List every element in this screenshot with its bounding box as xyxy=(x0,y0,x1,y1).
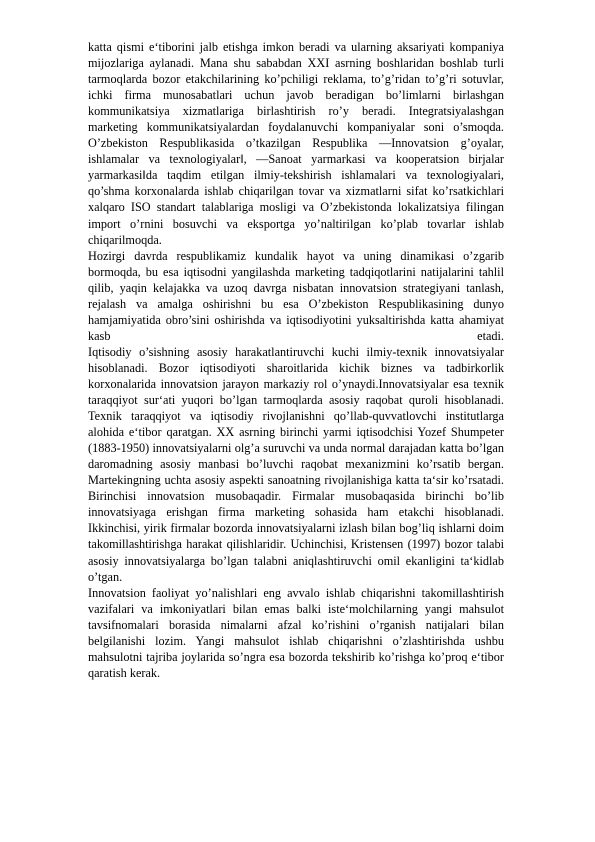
document-page xyxy=(88,39,504,681)
paragraph-marketing-aspektlari: Martekingning uchta asosiy aspekti sanoatning rivojlanishiga katta ta‘sir ko’rsatadi. Birinchisi innovatsion musobaqadir. Firmalar musobaqasida birinchi bo’lib innovatsiyaga erishgan firma marketing sohasida ham etakchi hisoblanadi. Ikkinchisi, yirik firmalar bozorda innovatsiyalarni izlash bilan bog’liq ishlarni doim takomillashtirishga harakat qilishlaridir. Uchinchisi, Kristensen (1997) bozor talabi asosiy innovatsiyalarga bo’lgan talabni aniqlashtiruvchi omil ekanligini ta‘kidlab o’tgan. xyxy=(88,473,504,584)
paragraph-uzbekiston-innovatsion: O’zbekiston Respublikasida o’tkazilgan Respublika ―Innovatsion g’oyalar, ishlamalar va texnologiyalar‖, ―Sanoat yarmarkasi va kooperatsion birjalar yarmarkasi‖da taqdim etilgan ilmiy-tekshirish ishlamalari va texnologiyalari, qo’shma korxonalarda ishlab chiqarilgan tovar va xizmatlarni sifat ko’rsatkichlari xalqaro ISO standart talablariga mosligi va O’zbekistonda lokalizatsiya filingan import o’rnini bosuvchi va eksportga yo’naltirilgan ko’plab tovarlar ishlab chiqarilmoqda. xyxy=(88,136,504,247)
paragraph-iqtisodiy-osish: Iqtisodiy o’sishning asosiy harakatlantiruvchi kuchi ilmiy-texnik innovatsiyalar hisoblanadi. Bozor iqtisodiyoti sharoitlarida kichik biznes va tadbirkorlik korxonalarida innovatsion jarayon markaziy rol o’ynaydi.Innovatsiyalar esa texnik taraqqiyot sur‘ati yuqori bo’lgan tarmoqlarda asosiy raqobat quroli hisoblanadi. Texnik taraqqiyot va iqtisodiy rivojlanishni qo’llab-quvvatlovchi institutlarga alohida e‘tibor qaratgan. XX asrning birinchi yarmi iqtisodchisi Yozef Shumpeter (1883-1950) innovatsiyalarni olg’a suruvchi va unda normal darajadan katta bo’lgan daromadning asosiy manbasi bo’luvchi raqobat mexanizmini ko’rsatib bergan. xyxy=(88,344,504,472)
paragraph-kommunikatsiya: katta qismi e‘tiborini jalb etishga imkon beradi va ularning aksariyati kompaniya mijozlariga aylanadi. Mana shu sababdan XXI asrning boshlaridan boshlab turli tarmoqlarda bozor etakchilarining ko’pchiligi reklama, to’g’ridan to’g’ri sotuvlar, ichki firma munosabatlari uchun javob beradigan bo’limlarni birlashgan kommunikatsiya xizmatlariga birlashtirish ro’y beradi. Integratsiyalashgan marketing kommunikatsiyalardan foydalanuvchi kompaniyalar soni o’smoqda. xyxy=(88,40,504,135)
paragraph-innovatsion-faoliyat: Innovatsion faoliyat yo’nalishlari eng avvalo ishlab chiqarishni takomillashtirish vazifalari va imkoniyatlari bilan emas balki iste‘molchilarning yangi mahsulot tavsifnomalari borasida nimalarni afzal ko’rishini o’rganish natijalari bilan belgilanishi lozim. Yangi mahsulot ishlab chiqarishni o’zlashtirishda ushbu mahsulotni tajriba joylarida so’ngra esa bozorda tekshirib ko’rishga ko’proq e‘tibor qaratish kerak. xyxy=(88,585,504,680)
paragraph-hozirgi-davrda: Hozirgi davrda respublikamiz kundalik hayot va uning dinamikasi o’zgarib bormoqda, bu esa iqtisodni yangilashda marketing tadqiqotlarini natijalarini tahlil qilib, yaqin kelajakka va uzoq davrga nisbatan innovatsion strategiyani tanlash, rejalash va amalga oshirishni bu esa O’zbekiston Respublikasining dunyo hamjamiyatida obro’sini oshirishda va iqtisodiyotini yuksaltirishda katta ahamiyat kasb etadi. xyxy=(88,248,504,343)
